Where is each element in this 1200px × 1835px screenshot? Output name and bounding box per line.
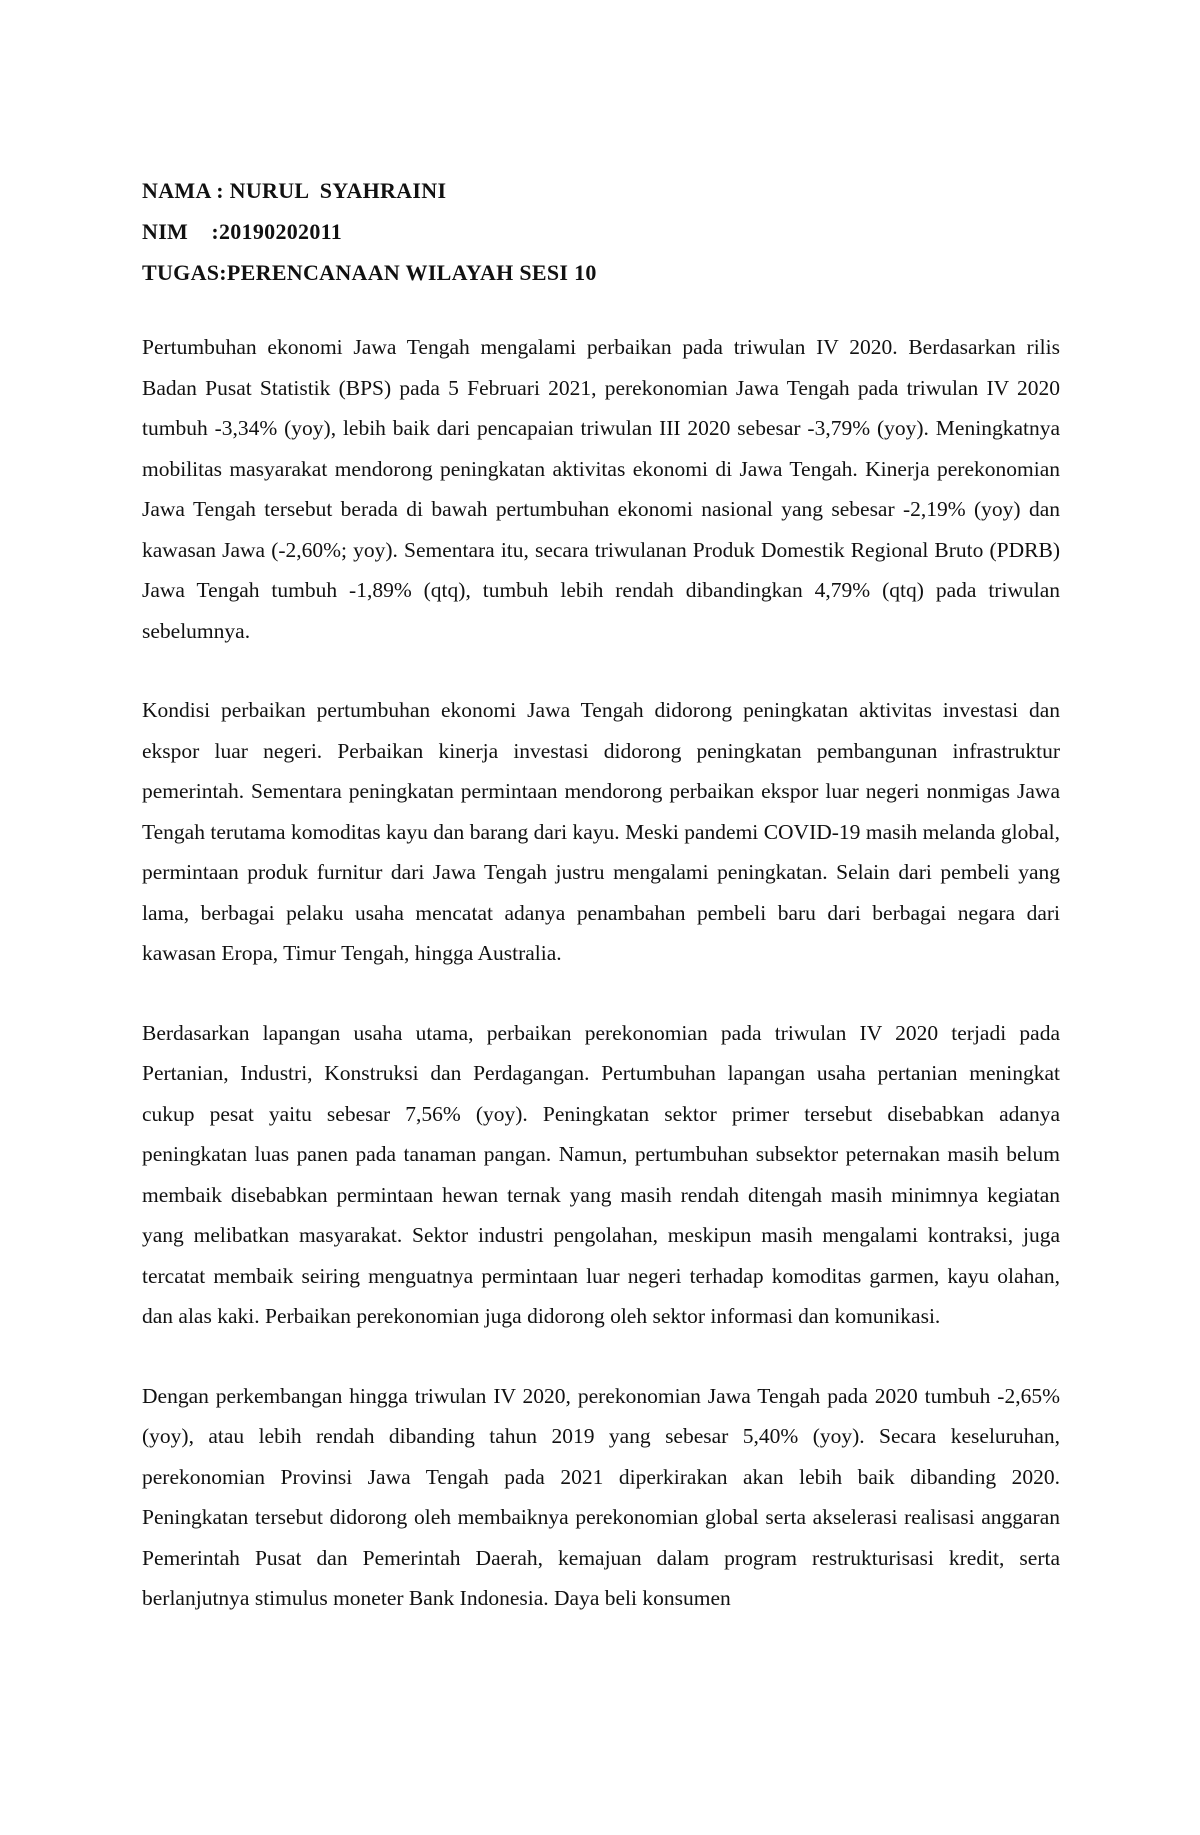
- paragraph-2: Kondisi perbaikan pertumbuhan ekonomi Jawa Tengah didorong peningkatan aktivitas investasi dan ekspor luar negeri. Perbaikan kinerja investasi didorong peningkatan pembangunan infrastruktur pemerintah. Sementara peningkatan permintaan mendorong perbaikan ekspor luar negeri nonmigas Jawa Tengah terutama komoditas kayu dan barang dari kayu. Meski pandemi COVID-19 masih melanda global, permintaan produk furnitur dari Jawa Tengah justru mengalami peningkatan. Selain dari pembeli yang lama, berbagai pelaku usaha mencatat adanya penambahan pembeli baru dari berbagai negara dari kawasan Eropa, Timur Tengah, hingga Australia.: [142, 698, 1060, 965]
- student-header: [142, 170, 1060, 293]
- student-nim: NIM :20190202011: [142, 219, 343, 244]
- paragraph-1: Pertumbuhan ekonomi Jawa Tengah mengalami perbaikan pada triwulan IV 2020. Berdasarkan rilis Badan Pusat Statistik (BPS) pada 5 Februari 2021, perekonomian Jawa Tengah pada triwulan IV 2020 tumbuh -3,34% (yoy), lebih baik dari pencapaian triwulan III 2020 sebesar -3,79% (yoy). Meningkatnya mobilitas masyarakat mendorong peningkatan aktivitas ekonomi di Jawa Tengah. Kinerja perekonomian Jawa Tengah tersebut berada di bawah pertumbuhan ekonomi nasional yang sebesar -2,19% (yoy) dan kawasan Jawa (-2,60%; yoy). Sementara itu, secara triwulanan Produk Domestik Regional Bruto (PDRB) Jawa Tengah tumbuh -1,89% (qtq), tumbuh lebih rendah dibandingkan 4,79% (qtq) pada triwulan sebelumnya.: [142, 335, 1060, 643]
- assignment-title: TUGAS:PERENCANAAN WILAYAH SESI 10: [142, 260, 597, 285]
- student-name: NAMA : NURUL SYAHRAINI: [142, 178, 447, 203]
- paragraph-4: Dengan perkembangan hingga triwulan IV 2020, perekonomian Jawa Tengah pada 2020 tumbuh -2,65% (yoy), atau lebih rendah dibanding tahun 2019 yang sebesar 5,40% (yoy). Secara keseluruhan, perekonomian Provinsi Jawa Tengah pada 2021 diperkirakan akan lebih baik dibanding 2020. Peningkatan tersebut didorong oleh membaiknya perekonomian global serta akselerasi realisasi anggaran Pemerintah Pusat dan Pemerintah Daerah, kemajuan dalam program restrukturisasi kredit, serta berlanjutnya stimulus moneter Bank Indonesia. Daya beli konsumen: [142, 1383, 1060, 1610]
- paragraph-3: Berdasarkan lapangan usaha utama, perbaikan perekonomian pada triwulan IV 2020 terjadi pada Pertanian, Industri, Konstruksi dan Perdagangan. Pertumbuhan lapangan usaha pertanian meningkat cukup pesat yaitu sebesar 7,56% (yoy). Peningkatan sektor primer tersebut disebabkan adanya peningkatan luas panen pada tanaman pangan. Namun, pertumbuhan subsektor peternakan masih belum membaik disebabkan permintaan hewan ternak yang masih rendah ditengah masih minimnya kegiatan yang melibatkan masyarakat. Sektor industri pengolahan, meskipun masih mengalami kontraksi, juga tercatat membaik seiring menguatnya permintaan luar negeri terhadap komoditas garmen, kayu olahan, dan alas kaki. Perbaikan perekonomian juga didorong oleh sektor informasi dan komunikasi.: [142, 1020, 1060, 1328]
- document-page: [142, 170, 1060, 1658]
